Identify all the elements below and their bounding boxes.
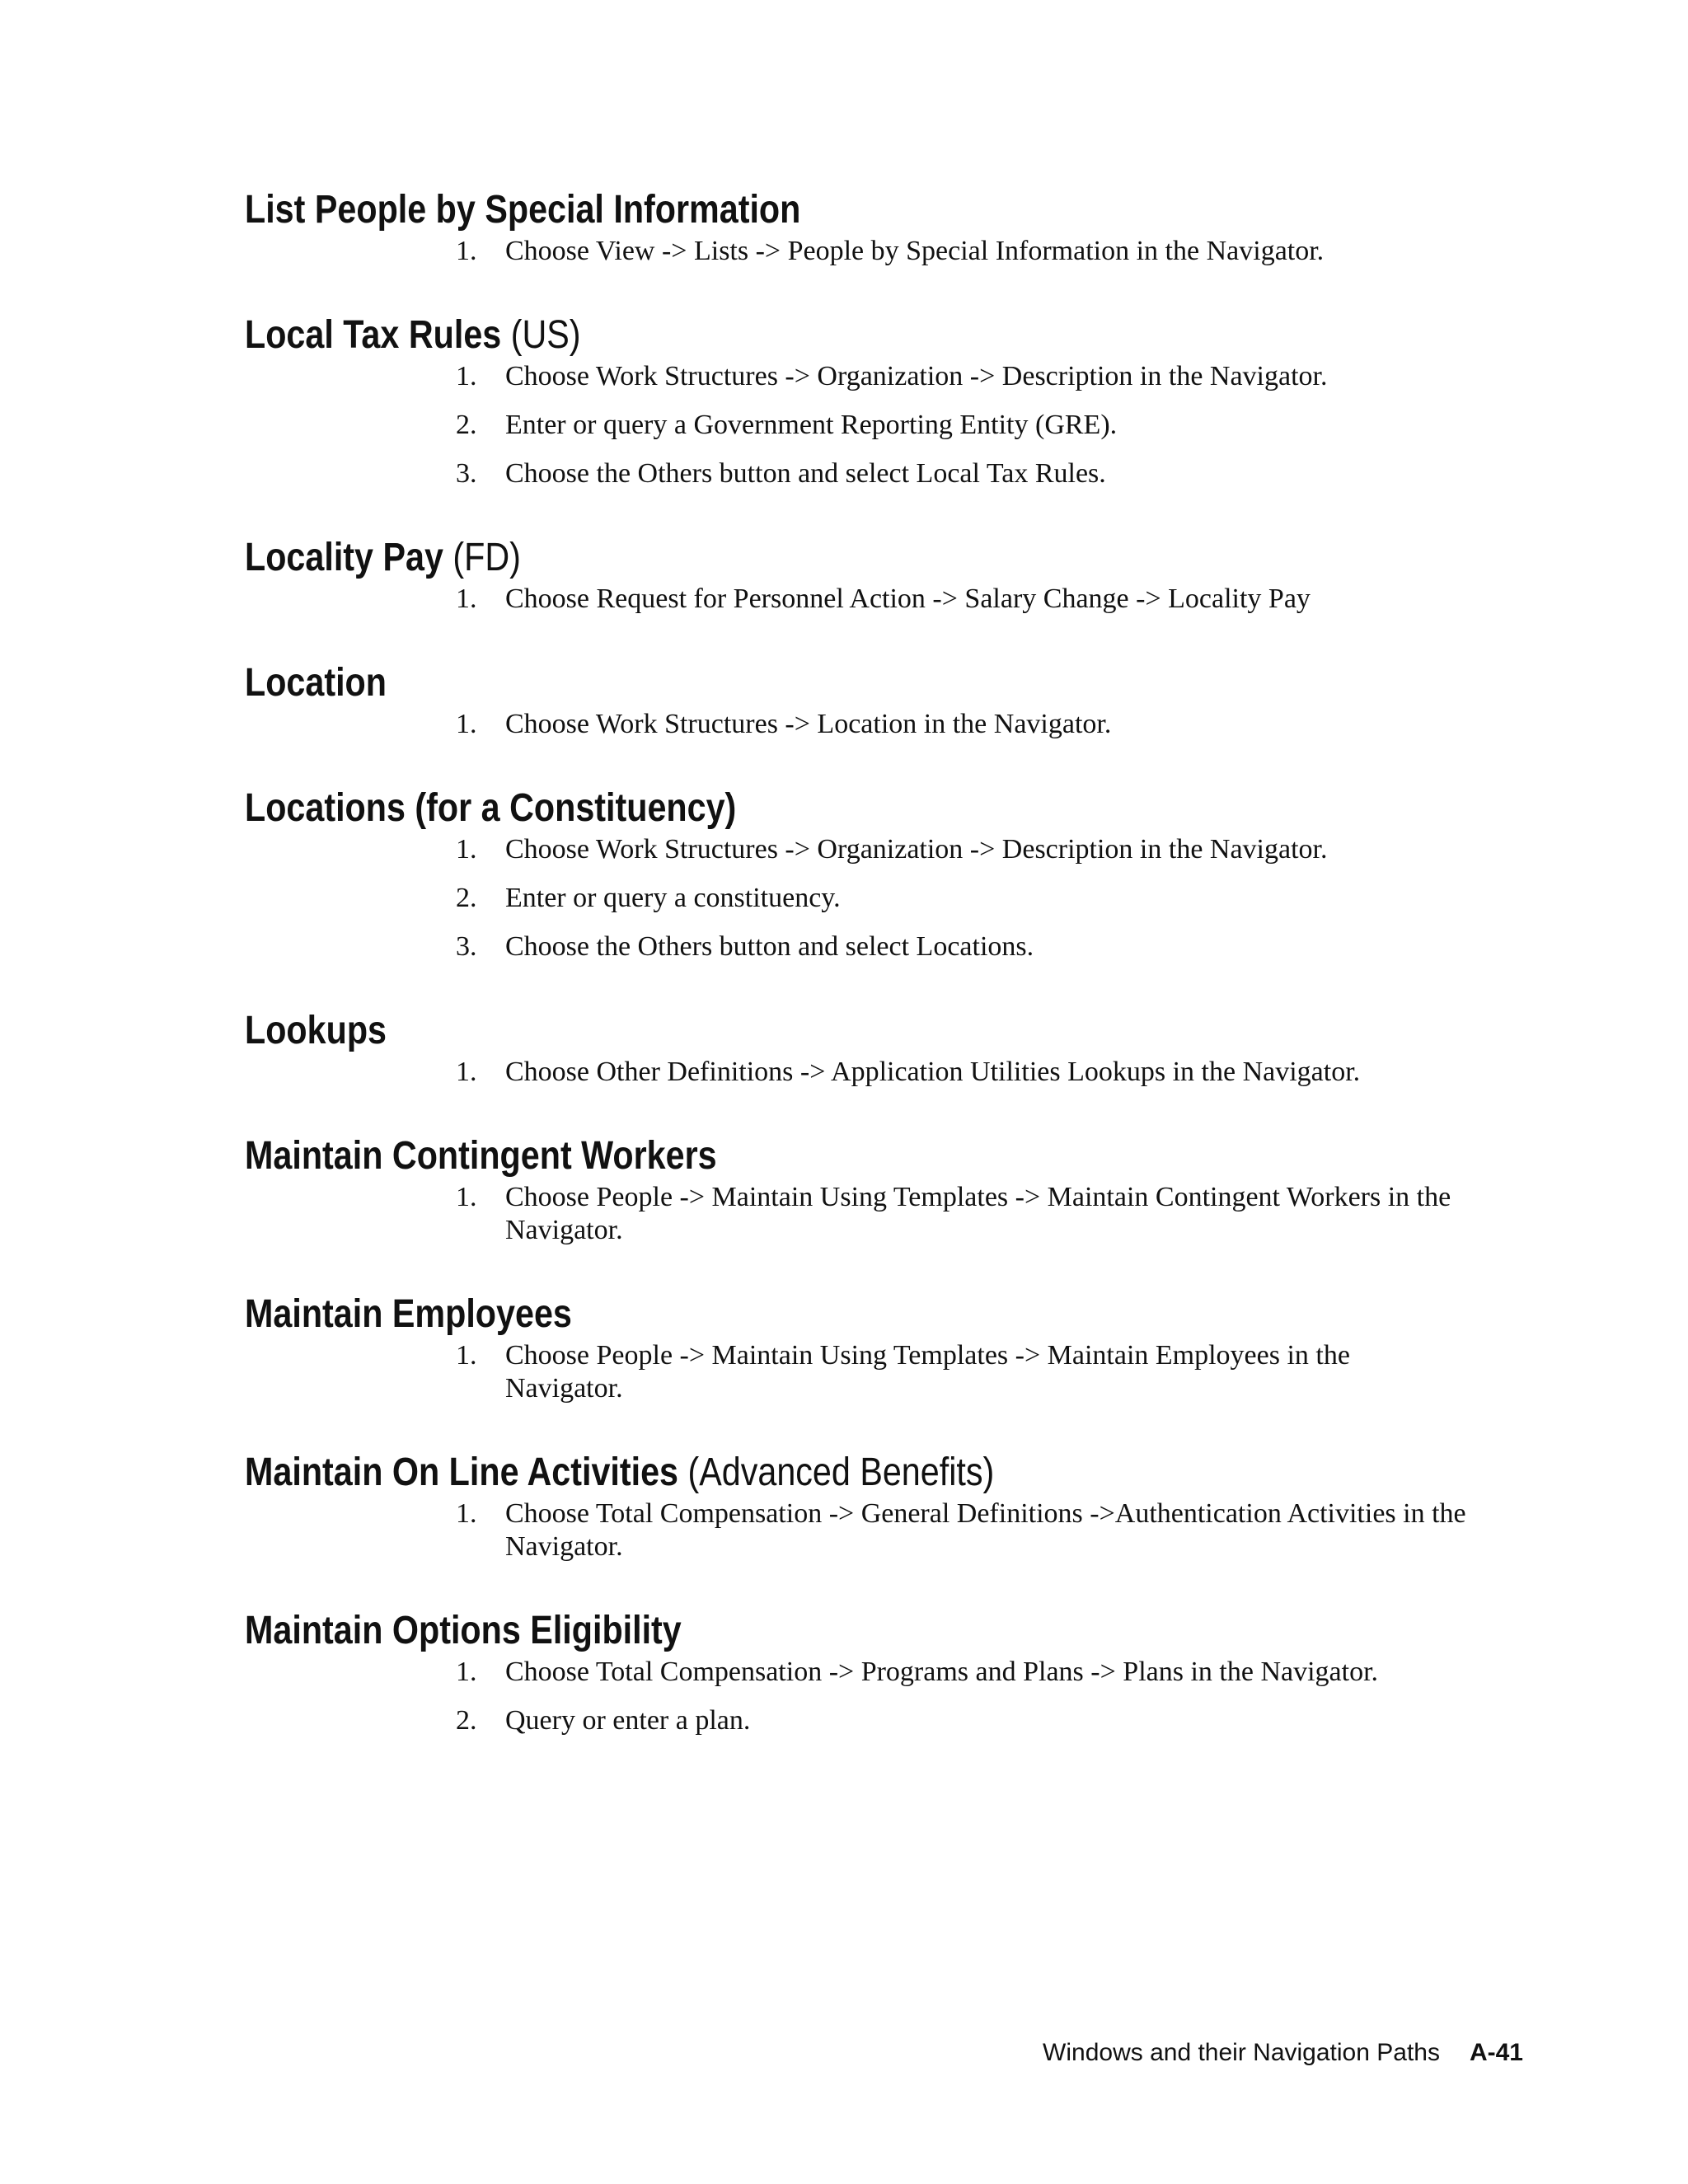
step-list	[245, 1497, 1531, 1563]
step-item	[245, 457, 1531, 490]
step-text: Choose Request for Personnel Action -> Salary Change -> Locality Pay	[505, 583, 1311, 614]
step-item	[245, 930, 1531, 963]
step-list	[245, 1656, 1531, 1737]
step-item	[245, 409, 1531, 442]
step-item	[245, 1704, 1531, 1737]
page-content	[245, 185, 1531, 1780]
section-title-qualifier: (US)	[510, 313, 581, 357]
section-title	[245, 533, 1351, 583]
step-number: 3.	[456, 458, 477, 489]
section	[245, 311, 1531, 490]
step-list	[245, 1339, 1531, 1405]
step-number: 1.	[456, 834, 477, 865]
section-title	[245, 1006, 1351, 1056]
step-number: 2.	[456, 1705, 477, 1736]
section-title	[245, 1290, 1351, 1339]
step-text: Choose Work Structures -> Location in the Navigator.	[505, 709, 1112, 739]
section-title-main: Lookups	[245, 1009, 387, 1052]
step-list	[245, 583, 1531, 616]
step-number: 1.	[456, 1498, 477, 1529]
step-item	[245, 235, 1531, 268]
section-title	[245, 311, 1351, 360]
section-title-main: Maintain Options Eligibility	[245, 1609, 682, 1652]
section-title-main: List People by Special Information	[245, 188, 801, 232]
section-title-main: Locations (for a Constituency)	[245, 786, 737, 830]
step-text: Choose People -> Maintain Using Templates -> Maintain Employees in the Navigator.	[505, 1340, 1350, 1404]
step-item	[245, 1181, 1531, 1247]
step-list	[245, 1056, 1531, 1089]
section-title-main: Locality Pay	[245, 536, 443, 579]
section-title	[245, 1448, 1351, 1497]
section-title-main: Local Tax Rules	[245, 313, 502, 357]
section	[245, 1006, 1531, 1089]
step-text: Enter or query a Government Reporting Entity (GRE).	[505, 410, 1118, 440]
step-item	[245, 833, 1531, 866]
step-text: Choose Work Structures -> Organization -> Description in the Navigator.	[505, 361, 1328, 391]
step-number: 2.	[456, 883, 477, 913]
step-text: Choose Total Compensation -> General Definitions ->Authentication Activities in the Navigator.	[505, 1498, 1466, 1562]
step-item	[245, 882, 1531, 915]
section-title	[245, 1606, 1351, 1656]
step-text: Choose the Others button and select Local Tax Rules.	[505, 458, 1106, 489]
step-list	[245, 235, 1531, 268]
step-number: 1.	[456, 709, 477, 739]
section-title-main: Maintain On Line Activities	[245, 1451, 679, 1494]
step-text: Choose Total Compensation -> Programs and Plans -> Plans in the Navigator.	[505, 1657, 1379, 1687]
step-number: 1.	[456, 1057, 477, 1087]
step-text: Choose Work Structures -> Organization -> Description in the Navigator.	[505, 834, 1328, 865]
step-text: Choose Other Definitions -> Application Utilities Lookups in the Navigator.	[505, 1057, 1361, 1087]
step-number: 3.	[456, 931, 477, 962]
section-title-main: Maintain Employees	[245, 1292, 572, 1336]
section-title-main: Maintain Contingent Workers	[245, 1134, 717, 1178]
step-text: Enter or query a constituency.	[505, 883, 841, 913]
step-item	[245, 1339, 1531, 1405]
section-title	[245, 658, 1351, 708]
section-title-qualifier: (Advanced Benefits)	[687, 1451, 995, 1494]
step-item	[245, 1497, 1531, 1563]
step-item	[245, 708, 1531, 741]
section	[245, 784, 1531, 963]
step-number: 1.	[456, 583, 477, 614]
step-list	[245, 708, 1531, 741]
section	[245, 1448, 1531, 1563]
section-title-qualifier: (FD)	[452, 536, 521, 579]
step-text: Query or enter a plan.	[505, 1705, 751, 1736]
step-number: 1.	[456, 1340, 477, 1371]
section	[245, 1132, 1531, 1247]
step-list	[245, 833, 1531, 963]
section-title	[245, 185, 1351, 235]
step-text: Choose View -> Lists -> People by Special Information in the Navigator.	[505, 236, 1325, 266]
section	[245, 1290, 1531, 1405]
step-text: Choose the Others button and select Locations.	[505, 931, 1034, 962]
section	[245, 533, 1531, 616]
page-footer	[1043, 2038, 1523, 2068]
step-number: 1.	[456, 236, 477, 266]
section-title	[245, 1132, 1351, 1181]
step-list	[245, 360, 1531, 490]
section	[245, 658, 1531, 741]
step-item	[245, 1656, 1531, 1689]
section-title-main: Location	[245, 661, 387, 705]
section-title	[245, 784, 1351, 833]
step-list	[245, 1181, 1531, 1247]
step-item	[245, 583, 1531, 616]
footer-page-number: A-41	[1469, 2039, 1523, 2066]
section	[245, 185, 1531, 268]
step-item	[245, 1056, 1531, 1089]
footer-chapter-title: Windows and their Navigation Paths	[1043, 2039, 1440, 2066]
step-number: 1.	[456, 361, 477, 391]
step-number: 1.	[456, 1182, 477, 1212]
step-number: 2.	[456, 410, 477, 440]
step-text: Choose People -> Maintain Using Templates -> Maintain Contingent Workers in the Navigator.	[505, 1182, 1451, 1245]
step-number: 1.	[456, 1657, 477, 1687]
section	[245, 1606, 1531, 1737]
step-item	[245, 360, 1531, 393]
